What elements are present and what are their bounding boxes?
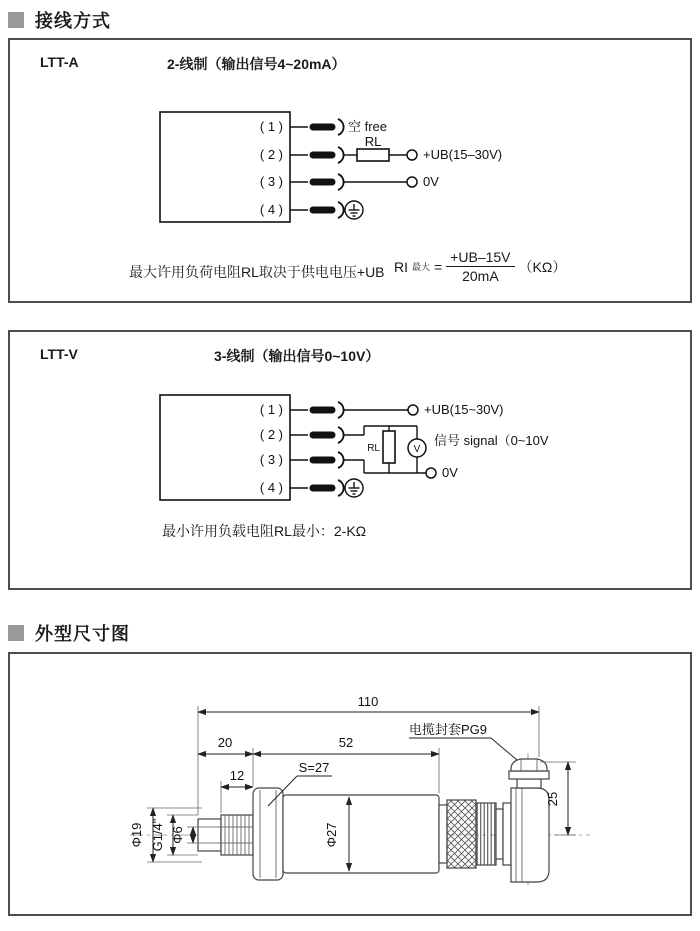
ltt-a-wiring-diagram	[150, 100, 574, 230]
spacer-ring	[496, 809, 503, 859]
signal-label: 信号 signal（0~10V	[434, 433, 549, 448]
rl-label: RL	[367, 443, 380, 454]
plug-contact-icon	[338, 402, 344, 418]
panel-ltt-v	[8, 330, 692, 590]
spacer-ring	[503, 803, 511, 865]
thread-lines	[225, 815, 249, 855]
zero-volt-label: 0V	[423, 174, 439, 189]
angle-connector-body	[511, 788, 549, 882]
section-header-wiring	[8, 7, 111, 33]
gland-cap	[511, 759, 547, 771]
ub-label: +UB(15–30V)	[423, 147, 503, 162]
formula-lhs: RI	[394, 258, 408, 275]
knurled-ring	[447, 800, 476, 868]
svg-text:Φ19: Φ19	[129, 822, 144, 848]
ltt-a-formula	[394, 249, 566, 284]
wire-row-4	[290, 479, 363, 497]
svg-text:25: 25	[545, 791, 560, 807]
supply-terminal-icon	[407, 150, 417, 160]
terminal-1-label: ( 1 )	[259, 119, 283, 134]
terminal-1-label: ( 1 )	[259, 402, 283, 417]
cylindrical-body	[283, 795, 439, 873]
plug-contact-icon	[338, 174, 344, 190]
wire-row-4	[290, 201, 363, 219]
zero-volt-terminal-icon	[407, 177, 417, 187]
dim-port-length	[198, 735, 253, 786]
zero-volt-terminal-icon	[426, 468, 436, 478]
terminal-4-label: ( 4 )	[259, 202, 283, 217]
wire-row-1	[290, 402, 504, 418]
plug-contact-icon	[338, 452, 344, 468]
dim-thread-length	[221, 768, 253, 813]
terminal-3-label: ( 3 )	[259, 452, 283, 467]
formula-fraction	[446, 249, 514, 284]
svg-text:12: 12	[229, 768, 245, 783]
dim-body-length	[253, 735, 439, 793]
ltt-v-note: 最小许用负载电阻RL最小：2-KΩ	[162, 523, 367, 539]
ltt-v-wiring-diagram	[150, 387, 580, 517]
formula-numerator: +UB–15V	[446, 249, 514, 267]
rl-label: RL	[364, 134, 382, 149]
wire-row-3	[290, 452, 364, 473]
wire-row-3	[290, 174, 439, 190]
wire-row-2	[290, 134, 502, 163]
transmitter-outline	[198, 759, 549, 882]
panel-dimensions	[8, 652, 692, 916]
earth-ground-icon	[345, 479, 363, 497]
wiring-type-ltt-v: 3-线制（输出信号0~10V）	[214, 348, 380, 364]
load-resistor-icon	[383, 431, 395, 463]
svg-text:Φ27: Φ27	[324, 822, 339, 848]
ribbed-ring	[476, 803, 496, 865]
formula-denominator: 20mA	[462, 268, 499, 285]
plug-contact-icon	[338, 147, 344, 163]
plug-contact-icon	[338, 480, 344, 496]
port-tip	[198, 819, 221, 851]
section-bullet-icon	[8, 12, 24, 28]
panel-ltt-a	[8, 38, 692, 303]
ub-label: +UB(15~30V)	[424, 402, 504, 417]
earth-ground-icon	[345, 201, 363, 219]
model-name-ltt-v: LTT-V	[40, 346, 78, 362]
section-title-wiring: 接线方式	[35, 11, 111, 31]
section-bullet-icon	[8, 625, 24, 641]
svg-text:110: 110	[357, 694, 379, 709]
terminal-2-label: ( 2 )	[259, 427, 283, 442]
voltmeter-label: V	[413, 444, 421, 455]
supply-terminal-icon	[408, 405, 418, 415]
zero-volt-label: 0V	[442, 465, 458, 480]
gland-label: 电揽封套PG9	[409, 722, 488, 737]
load-resistor-icon	[357, 149, 389, 161]
gland-neck	[517, 779, 541, 788]
hex-nut	[253, 788, 283, 880]
formula-unit: （KΩ）	[518, 258, 567, 275]
wire-row-1	[290, 119, 387, 135]
plug-contact-icon	[338, 427, 344, 443]
terminal-3-label: ( 3 )	[259, 174, 283, 189]
section-header-dimensions	[8, 620, 130, 646]
gland-flange	[509, 771, 549, 779]
wiring-type-ltt-a: 2-线制（输出信号4~20mA）	[167, 56, 346, 72]
svg-text:S=27: S=27	[298, 760, 330, 775]
outline-dimension-drawing	[10, 654, 690, 914]
svg-text:20: 20	[217, 735, 233, 750]
section-title-dimensions: 外型尺寸图	[35, 624, 130, 644]
plug-contact-icon	[338, 202, 344, 218]
wire-row-2	[290, 426, 549, 480]
formula-equals: =	[434, 258, 443, 275]
step-ring	[439, 805, 447, 863]
formula-subscript: 最大	[412, 262, 431, 273]
pin1-free-label: 空 free	[348, 119, 388, 134]
model-name-ltt-a: LTT-A	[40, 54, 79, 70]
ltt-a-note: 最大许用负荷电阻RL取决于供电电压+UB	[129, 264, 385, 280]
plug-contact-icon	[338, 119, 344, 135]
svg-text:G1/4": G1/4"	[150, 818, 165, 852]
svg-text:52: 52	[338, 735, 354, 750]
terminal-2-label: ( 2 )	[259, 147, 283, 162]
svg-text:Φ6: Φ6	[170, 826, 185, 844]
terminal-4-label: ( 4 )	[259, 480, 283, 495]
